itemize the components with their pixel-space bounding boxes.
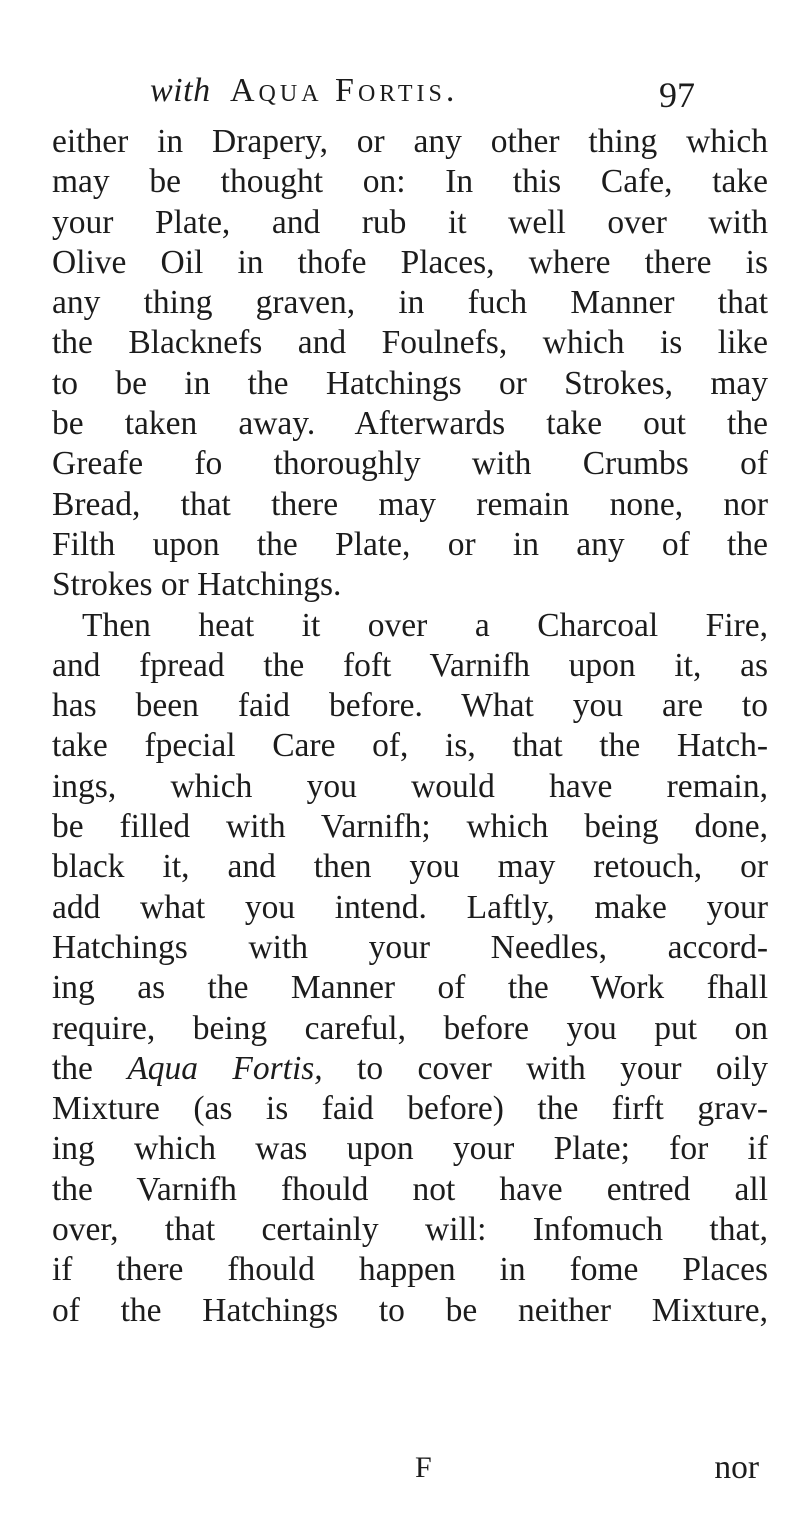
text-line: require, being careful, before you put on: [52, 1009, 768, 1047]
text-line: be filled with Varnifh; which being done,: [52, 808, 768, 846]
text-line: the Varnifh fhould not have entred all: [52, 1170, 768, 1208]
text-line: Mixture (as is faid before) the firft grav-: [52, 1090, 768, 1128]
text-line: of the Hatchings to be neither Mixture,: [52, 1291, 768, 1329]
text-line: ings, which you would have remain,: [52, 767, 768, 805]
running-head: [150, 72, 695, 122]
text-line: be taken away. Afterwards take out the: [52, 405, 768, 443]
text-line: any thing graven, in fuch Manner that: [52, 284, 768, 322]
text-line: Strokes or Hatchings.: [52, 566, 342, 604]
text-line: take fpecial Care of, is, that the Hatch-: [52, 727, 768, 765]
page-number: 97: [659, 75, 695, 115]
text-segment: to cover with your oily: [357, 1049, 769, 1087]
text-line: the Blacknefs and Foulnefs, which is like: [52, 324, 768, 362]
running-head-italic: with: [150, 72, 211, 109]
text-line: either in Drapery, or any other thing which: [52, 123, 768, 160]
text-line: if there fhould happen in fome Places: [52, 1251, 768, 1289]
text-line: ing which was upon your Plate; for if: [52, 1130, 768, 1168]
italic-term: Aqua Fortis,: [127, 1049, 323, 1087]
text-line: add what you intend. Laftly, make your: [52, 888, 768, 926]
text-line: Then heat it over a Charcoal Fire,: [82, 606, 768, 644]
text-line: Olive Oil in thofe Places, where there is: [52, 243, 768, 281]
text-line: ing as the Manner of the Work fhall: [52, 969, 768, 1007]
text-line: Bread, that there may remain none, nor: [52, 485, 768, 523]
body-text: [52, 122, 768, 1331]
text-line: may be thought on: In this Cafe, take: [52, 163, 768, 201]
signature-mark: F: [415, 1451, 432, 1484]
text-line: to be in the Hatchings or Strokes, may: [52, 364, 768, 402]
text-line: Greafe fo thoroughly with Crumbs of: [52, 445, 768, 483]
text-line: your Plate, and rub it well over with: [52, 203, 768, 241]
text-segment: the: [52, 1049, 93, 1087]
text-line: black it, and then you may retouch, or: [52, 848, 768, 886]
text-line: [52, 1049, 768, 1089]
catchword: nor: [714, 1449, 759, 1486]
running-head-title: Aqua Fortis.: [230, 72, 459, 109]
text-line: Filth upon the Plate, or in any of the: [52, 525, 768, 563]
text-line: has been faid before. What you are to: [52, 687, 768, 725]
text-line: and fpread the foft Varnifh upon it, as: [52, 646, 768, 684]
text-line: over, that certainly will: Infomuch that,: [52, 1211, 768, 1249]
text-line: Hatchings with your Needles, accord-: [52, 928, 768, 966]
